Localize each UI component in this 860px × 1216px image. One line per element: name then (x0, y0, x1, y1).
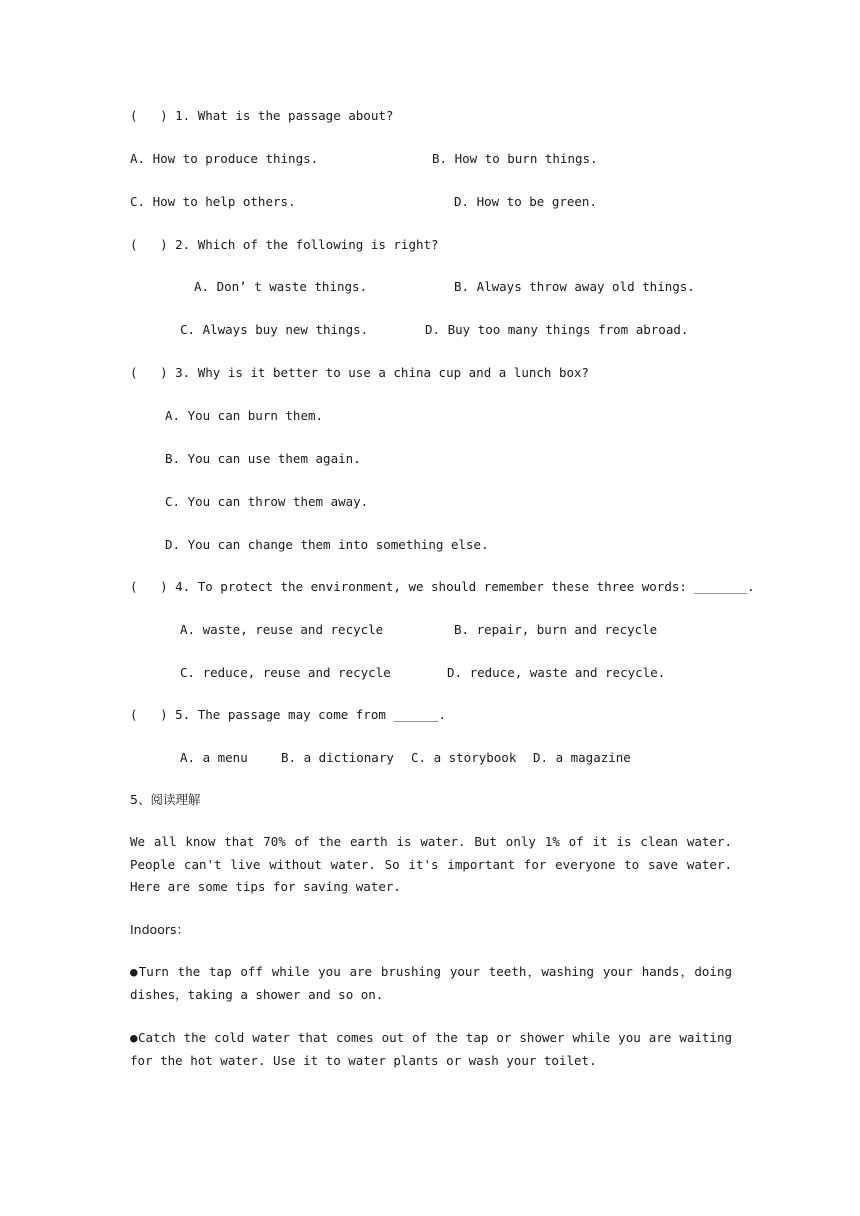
question-2-option-b: B. Always throw away old things. (454, 279, 695, 294)
question-3-option-b: B. You can use them again. (165, 451, 361, 466)
intro-paragraph: We all know that 70% of the earth is water. But only 1% of it is clean water. People can't live without water. So it's important for everyone to save water. Here are some tips for saving water. (130, 834, 732, 894)
question-3-option-a: A. You can burn them. (165, 408, 324, 423)
tip-paragraph-1: ●Turn the tap off while you are brushing your teeth，washing your hands，doing dishes，taking a shower and so on. (130, 964, 732, 1002)
question-1-option-c: C. How to help others. (130, 194, 296, 209)
question-4-option-b: B. repair, burn and recycle (454, 622, 658, 637)
question-3-stem: ( ) 3. Why is it better to use a china cup and a lunch box? (130, 365, 590, 380)
question-5-option-b: B. a dictionary (281, 750, 394, 765)
question-2-option-c: C. Always buy new things. (180, 322, 369, 337)
question-5-option-c: C. a storybook (411, 750, 517, 765)
question-4-option-d: D. reduce, waste and recycle. (447, 665, 666, 680)
question-4-stem: ( ) 4. To protect the environment, we should remember these three words: _______. (130, 579, 755, 594)
question-3-option-d: D. You can change them into something else. (165, 537, 489, 552)
tip-paragraph-2: ●Catch the cold water that comes out of the tap or shower while you are waiting for the hot water. Use it to water plants or wash your toilet. (130, 1030, 732, 1068)
question-3-option-c: C. You can throw them away. (165, 494, 369, 509)
question-1-option-a: A. How to produce things. (130, 151, 319, 166)
indoors-label: Indoors： (130, 922, 189, 937)
question-1-option-b: B. How to burn things. (432, 151, 598, 166)
question-4-option-c: C. reduce, reuse and recycle (180, 665, 391, 680)
question-2-option-d: D. Buy too many things from abroad. (425, 322, 689, 337)
section-heading: 5、阅读理解 (130, 792, 201, 807)
question-4-option-a: A. waste, reuse and recycle (180, 622, 384, 637)
question-2-stem: ( ) 2. Which of the following is right? (130, 237, 439, 252)
question-1-stem: ( ) 1. What is the passage about? (130, 108, 394, 123)
question-5-option-d: D. a magazine (533, 750, 631, 765)
question-1-option-d: D. How to be green. (454, 194, 597, 209)
question-5-option-a: A. a menu (180, 750, 248, 765)
question-5-stem: ( ) 5. The passage may come from ______. (130, 707, 447, 722)
question-2-option-a: A. Don’ t waste things. (194, 279, 368, 294)
